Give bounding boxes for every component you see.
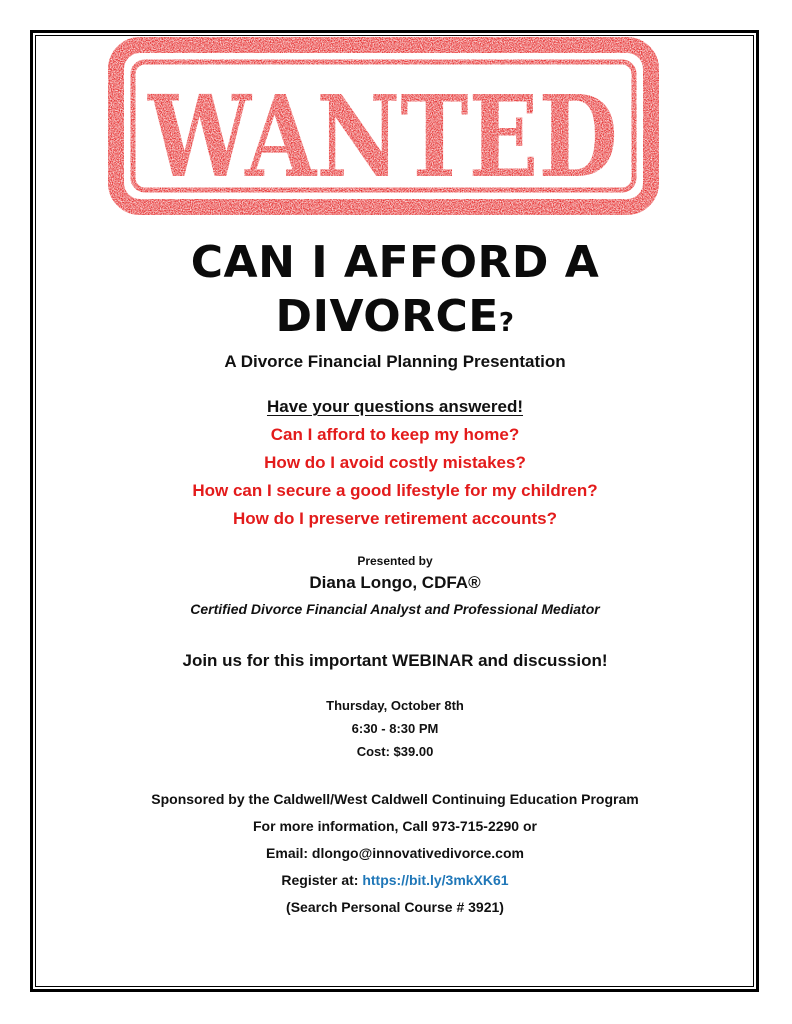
presented-by-label: Presented by (357, 554, 433, 568)
invite-text: Join us for this important WEBINAR and discussion! (182, 651, 608, 670)
event-date: Thursday, October 8th (326, 698, 464, 713)
question-item: How do I avoid costly mistakes? (264, 453, 526, 472)
headline-question-mark: ? (498, 308, 515, 338)
register-link[interactable]: https://bit.ly/3mkXK61 (362, 872, 509, 888)
questions-heading: Have your questions answered! (266, 397, 524, 416)
contact-info (36, 786, 754, 921)
question-list (36, 421, 754, 533)
headline-line-2 (36, 290, 754, 350)
event-time: 6:30 - 8:30 PM (351, 721, 439, 736)
question-item: Can I afford to keep my home? (270, 425, 520, 444)
subtitle: A Divorce Financial Planning Presentation (224, 352, 566, 371)
sponsor-text: Sponsored by the Caldwell/West Caldwell Continuing Education Program (151, 791, 639, 807)
course-search-text: (Search Personal Course # 3921) (286, 899, 504, 915)
question-item: How can I secure a good lifestyle for my children? (192, 481, 598, 500)
email-text: Email: dlongo@innovativedivorce.com (266, 845, 524, 861)
headline-line-1: CAN I AFFORD A (190, 237, 600, 288)
question-item: How do I preserve retirement accounts? (232, 509, 558, 528)
event-cost: Cost: $39.00 (356, 744, 434, 759)
wanted-stamp-logo (107, 36, 660, 216)
register-line (36, 867, 754, 894)
presenter-name: Diana Longo, CDFA® (309, 573, 481, 592)
event-details (36, 694, 754, 763)
headline-word: DIVORCE (275, 291, 499, 342)
register-label: Register at: (281, 872, 363, 888)
wanted-stamp-text: WANTED (147, 72, 619, 203)
presenter-title: Certified Divorce Financial Analyst and Professional Mediator (190, 601, 600, 617)
phone-text: For more information, Call 973-715-2290 or (253, 818, 537, 834)
headline (36, 236, 754, 350)
